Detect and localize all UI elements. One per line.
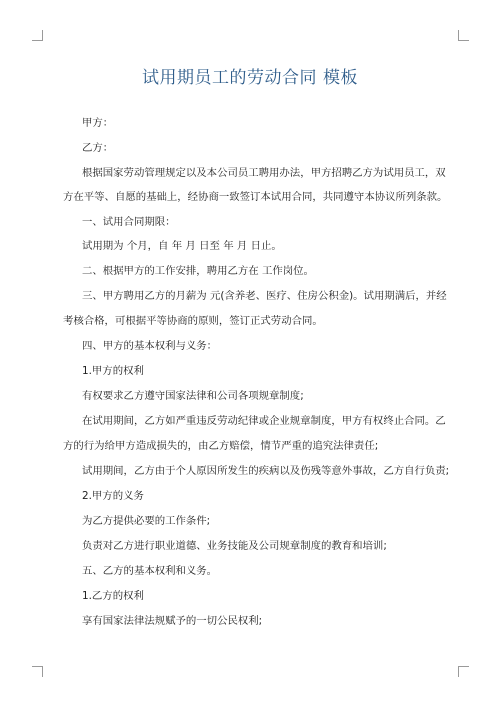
- paragraph-line: 试用期为 个月，自 年 月 日至 年 月 日止。: [82, 240, 282, 252]
- section-heading: 一、试用合同期限：: [82, 216, 176, 228]
- section-heading: 五、乙方的基本权利和义务。: [82, 565, 218, 577]
- subsection-heading: 1.乙方的权利: [82, 590, 144, 602]
- party-a-line: 甲方：: [82, 117, 114, 129]
- paragraph-line: 享有国家法律法规赋予的一切公民权利;: [82, 615, 263, 627]
- crop-mark-top-left: [32, 30, 43, 41]
- subsection-heading: 1.甲方的权利: [82, 365, 144, 377]
- subsection-heading: 2.甲方的义务: [82, 490, 144, 502]
- paragraph-line: 方在平等、自愿的基础上，经协商一致签订本试用合同，共同遵守本协议所列条款。: [63, 191, 448, 203]
- section-heading: 三、甲方聘用乙方的月薪为 元(含养老、医疗、住房公积金)。试用期满后，并经: [82, 290, 447, 302]
- paragraph-line: 有权要求乙方遵守国家法律和公司各项规章制度;: [82, 390, 304, 402]
- document-title: 试用期员工的劳动合同 模板: [142, 68, 358, 88]
- paragraph-line: 根据国家劳动管理规定以及本公司员工聘用办法，甲方招聘乙方为试用员工，双: [82, 167, 446, 179]
- paragraph-line: 在试用期间，乙方如严重违反劳动纪律或企业规章制度，甲方有权终止合同。乙: [82, 415, 446, 427]
- party-b-line: 乙方：: [82, 142, 114, 154]
- crop-mark-bottom-left: [32, 666, 43, 677]
- paragraph-line: 负责对乙方进行职业道德、业务技能及公司规章制度的教育和培训;: [82, 540, 387, 552]
- section-heading: 二、根据甲方的工作安排，聘用乙方在 工作岗位。: [82, 265, 314, 277]
- crop-mark-bottom-right: [458, 666, 469, 677]
- section-heading: 四、甲方的基本权利与义务：: [82, 340, 218, 352]
- paragraph-line: 方的行为给甲方造成损失的，由乙方赔偿，情节严重的追究法律责任;: [63, 440, 379, 452]
- paragraph-line: 为乙方提供必要的工作条件;: [82, 515, 211, 527]
- paragraph-line: 考核合格，可根据平等协商的原则，签订正式劳动合同。: [63, 315, 323, 327]
- crop-mark-top-right: [458, 30, 469, 41]
- paragraph-line: 试用期间，乙方由于个人原因所发生的疾病以及伤残等意外事故，乙方自行负责;: [82, 465, 450, 477]
